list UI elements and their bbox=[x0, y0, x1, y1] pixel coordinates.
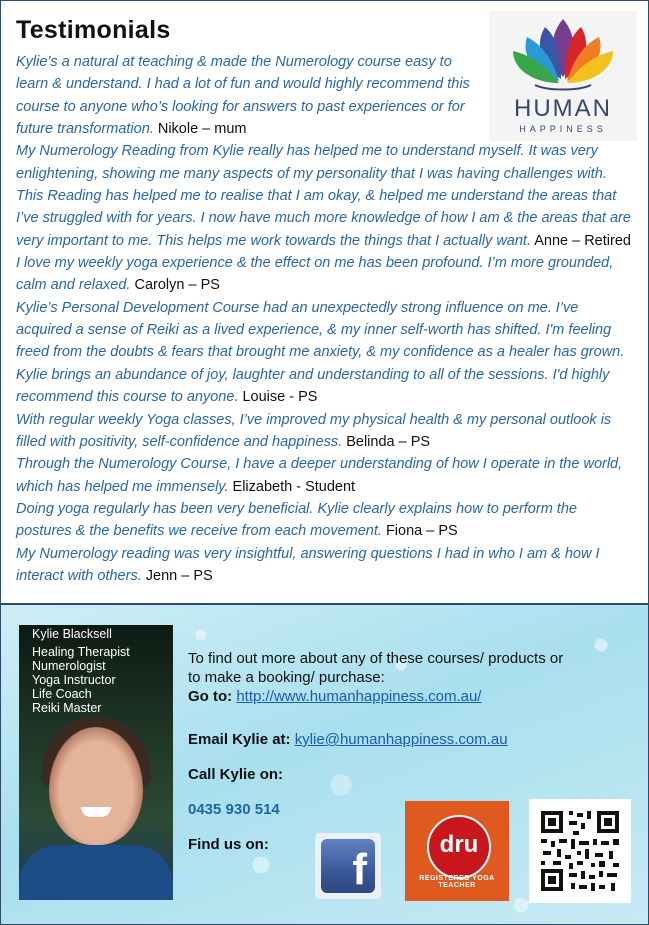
find-us-label bbox=[188, 836, 269, 853]
testimonial-item bbox=[16, 252, 633, 297]
profile-name: Kylie Blacksell bbox=[32, 627, 112, 641]
testimonial-quote: I love my weekly yoga experience & the effect on me has been profound. I’m more grounded, calm and relaxed. bbox=[16, 255, 614, 294]
testimonial-author: Fiona – PS bbox=[385, 523, 458, 540]
profile-photo bbox=[19, 625, 173, 900]
testimonial-quote: Through the Numerology Course, I have a deeper understanding of how I operate in the world, which has helped me immensely. bbox=[16, 456, 623, 495]
call-label-text: Call Kylie on: bbox=[188, 766, 284, 783]
facebook-icon: f bbox=[321, 839, 375, 893]
contact-intro-line: To find out more about any of these courses/ products or bbox=[188, 650, 564, 667]
email-label: Email Kylie at: bbox=[188, 731, 291, 748]
phone-number[interactable]: 0435 930 514 bbox=[188, 801, 280, 818]
profile-role: Healing Therapist bbox=[32, 645, 130, 659]
testimonial-quote: Kylie’s a natural at teaching & made the Numerology course easy to learn & understand. I had a lot of fun and would highly recommend this course to anyone who’s looking for answers to past experiences or for future transformation. bbox=[16, 54, 470, 138]
profile-role: Life Coach bbox=[32, 687, 92, 701]
testimonial-author: Anne – Retired bbox=[534, 232, 631, 249]
testimonial-quote: With regular weekly Yoga classes, I’ve improved my physical health & my personal outlook is filled with positivity, self-confidence and happiness. bbox=[16, 411, 612, 450]
photo-face bbox=[49, 727, 143, 845]
email-row bbox=[188, 731, 508, 748]
testimonial-item bbox=[16, 51, 633, 140]
testimonial-author: Louise - PS bbox=[242, 389, 318, 406]
testimonial-author: Belinda – PS bbox=[346, 433, 431, 450]
testimonial-quote: Doing yoga regularly has been very beneficial. Kylie clearly explains how to perform the postures & the benefits we receive from each movement. bbox=[16, 500, 577, 540]
testimonial-item bbox=[16, 140, 633, 252]
facebook-button[interactable] bbox=[315, 833, 381, 899]
testimonial-quote: Kylie’s Personal Development Course had an unexpectedly strong influence on me. I’ve acquired a sense of Reiki as a lived experience, & my inner self-worth has shifted. I'm feeling freed from the doubts & fears that brought me anxiety, & my confidence as a healer has grown. Kylie brings an abundance of joy, laughter and understanding to all of the sessions. I'd highly recommend this course to anyone. bbox=[16, 299, 625, 406]
testimonial-list bbox=[16, 51, 633, 587]
contact-intro bbox=[188, 650, 563, 705]
profile-role: Yoga Instructor bbox=[32, 673, 116, 687]
testimonial-author: Elizabeth - Student bbox=[232, 478, 356, 495]
email-link[interactable]: kylie@humanhappiness.com.au bbox=[294, 731, 508, 748]
testimonials-section bbox=[1, 1, 648, 605]
profile-role: Reiki Master bbox=[32, 701, 102, 715]
contact-section bbox=[1, 605, 648, 924]
logo-tagline: HAPPINESS bbox=[519, 124, 607, 134]
contact-intro-line: to make a booking/ purchase: bbox=[188, 669, 385, 686]
qr-code[interactable] bbox=[529, 799, 631, 903]
call-label bbox=[188, 766, 283, 783]
logo-word: HUMAN bbox=[514, 95, 612, 122]
dru-logo-text: dru bbox=[427, 815, 491, 879]
testimonial-quote: My Numerology Reading from Kylie really has helped me to understand myself. It was very enlightening, showing me many aspects of my personality that I was having challenges with. This Reading has helped me to realise that I am okay, & helped me understand the areas that I’ve struggled with for years. I now have much more knowledge of how I am & the areas that are very important to me. This helps me work towards the things that I actually want. bbox=[16, 143, 631, 249]
testimonial-item bbox=[16, 543, 633, 588]
testimonial-item bbox=[16, 409, 633, 454]
photo-shirt bbox=[19, 845, 173, 900]
testimonial-author: Carolyn – PS bbox=[134, 277, 220, 294]
profile-role: Numerologist bbox=[32, 659, 106, 673]
testimonial-item bbox=[16, 498, 633, 543]
testimonial-item bbox=[16, 297, 633, 409]
website-row bbox=[188, 688, 563, 705]
testimonial-item bbox=[16, 453, 633, 498]
goto-label: Go to: bbox=[188, 688, 233, 705]
page-title: Testimonials bbox=[16, 16, 171, 44]
testimonial-author: Nikole – mum bbox=[157, 121, 247, 138]
qr-code-icon bbox=[529, 799, 631, 903]
testimonial-author: Jenn – PS bbox=[145, 567, 213, 584]
testimonial-quote: My Numerology reading was very insightful, answering questions I had in who I am & how I interact with others. bbox=[16, 545, 600, 584]
dru-yoga-badge bbox=[405, 801, 509, 901]
dru-caption: REGISTERED YOGA TEACHER bbox=[419, 875, 495, 889]
find-us-label-text: Find us on: bbox=[188, 836, 269, 853]
website-link[interactable]: http://www.humanhappiness.com.au/ bbox=[236, 688, 482, 705]
